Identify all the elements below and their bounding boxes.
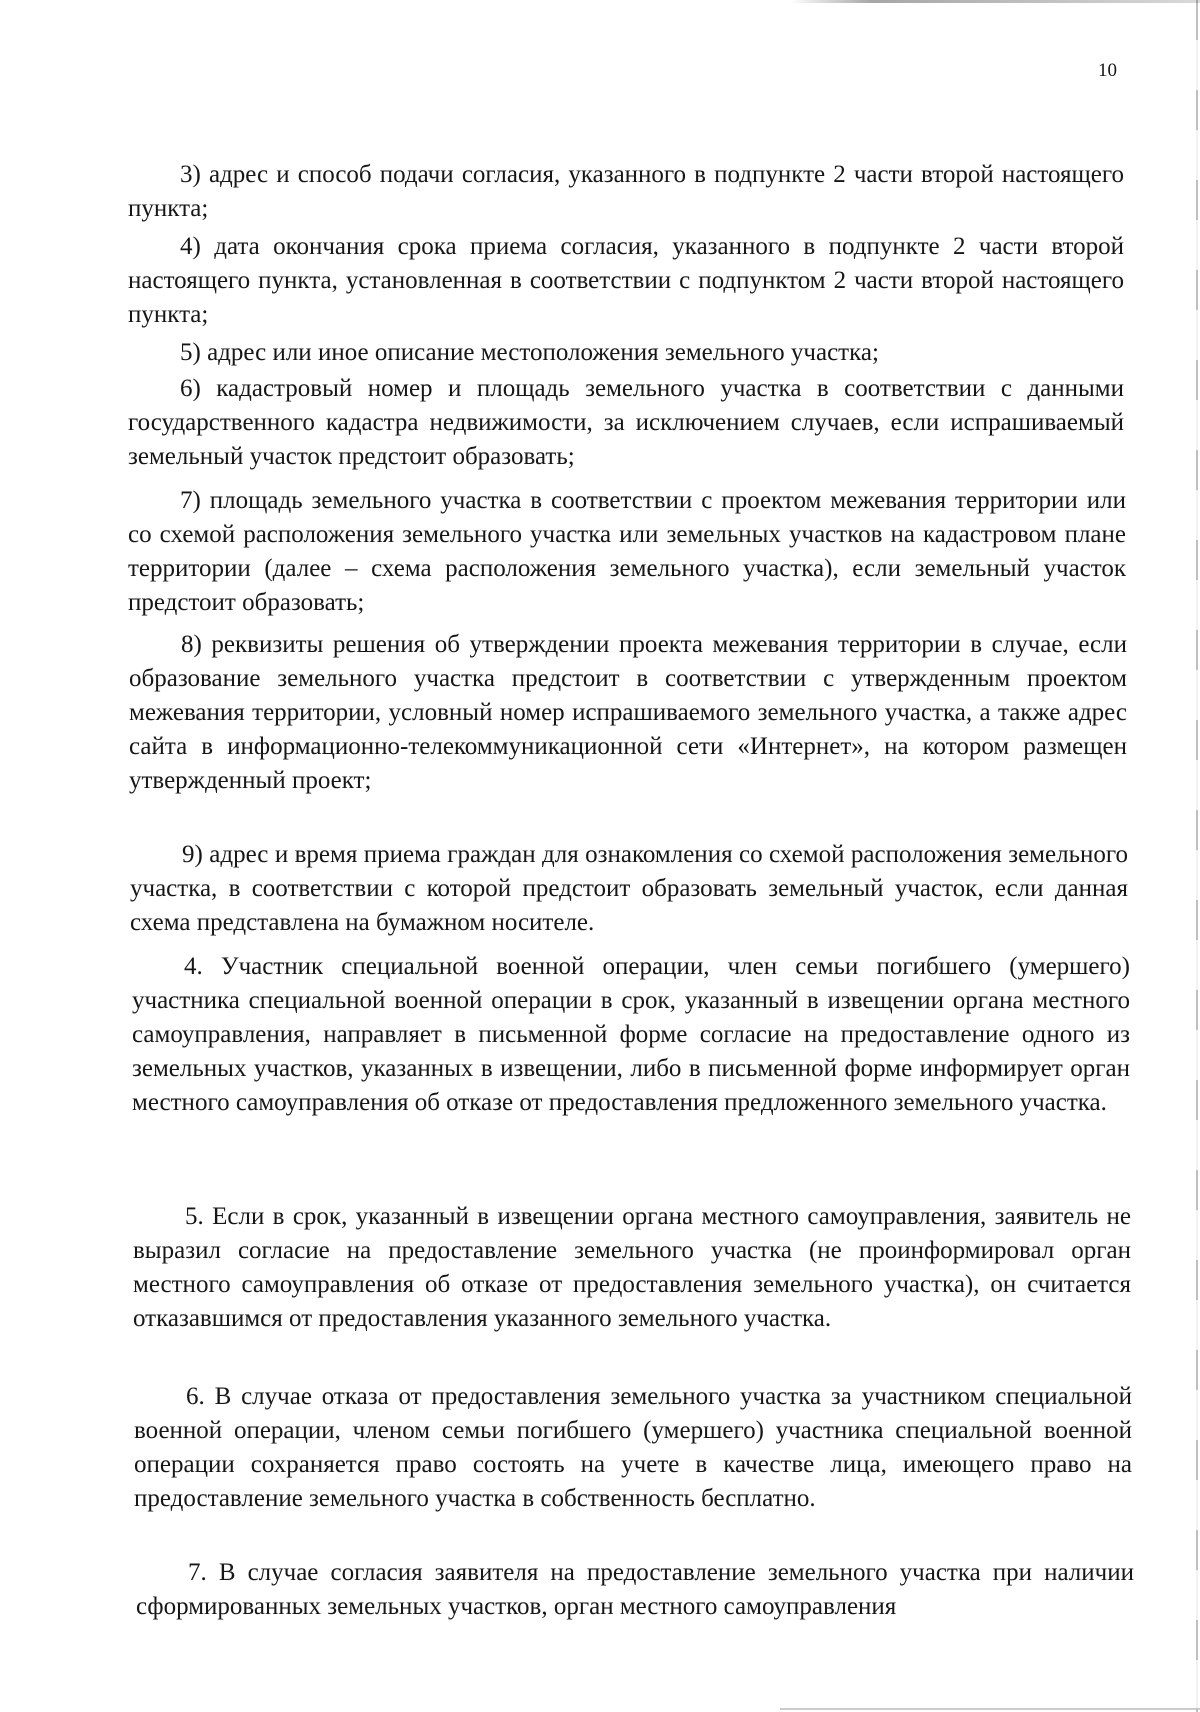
page-number: 10 — [1098, 60, 1117, 81]
paragraph-point-6: 6. В случае отказа от предоставления земельного участка за участником специальной военной операции, членом семьи погибшего (умершего) участника специальной военной операции сохраняется право состоять на учете в качестве лица, имеющего право на предоставление земельного участка в собственность бесплатно. — [134, 1383, 1132, 1512]
paragraph-item-7: 7) площадь земельного участка в соответствии с проектом межевания территории или со схемой расположения земельного участка или земельных участков на кадастровом плане территории (далее – схема расположения земельного участка), если земельный участок предстоит образовать; — [128, 487, 1126, 616]
scan-edge-bottom — [780, 1708, 1200, 1710]
paragraph-item-4: 4) дата окончания срока приема согласия, указанного в подпункте 2 части второй настоящего пункта, установленная в соответствии с подпунктом 2 части второй настоящего пункта; — [128, 233, 1124, 328]
paragraph-item-6: 6) кадастровый номер и площадь земельного участка в соответствии с данными государственного кадастра недвижимости, за исключением случаев, если испрашиваемый земельный участок предстоит образовать; — [128, 375, 1124, 470]
paragraph-point-5: 5. Если в срок, указанный в извещении органа местного самоуправления, заявитель не выразил согласие на предоставление земельного участка (не проинформировал орган местного самоуправления об отказе от предоставления земельного участка), он считается отказавшимся от предоставления указанного земельного участка. — [133, 1203, 1131, 1332]
paragraph-point-4: 4. Участник специальной военной операции, член семьи погибшего (умершего) участника специальной военной операции в срок, указанный в извещении органа местного самоуправления, направляет в письменной форме согласие на предоставление одного из земельных участков, указанных в извещении, либо в письменной форме информирует орган местного самоуправления об отказе от предоставления предложенного земельного участка. — [132, 953, 1130, 1116]
paragraph-item-3: 3) адрес и способ подачи согласия, указанного в подпункте 2 части второй настоящего пункта; — [128, 161, 1124, 222]
paragraph-item-8: 8) реквизиты решения об утверждении проекта межевания территории в случае, если образование земельного участка предстоит в соответствии с утвержденным проектом межевания территории, условный номер испрашиваемого земельного участка, а также адрес сайта в информационно-телекоммуникационной сети «Интернет», на котором размещен утвержденный проект; — [129, 631, 1127, 794]
scan-edge-right — [1196, 0, 1198, 1712]
paragraph-point-7: 7. В случае согласия заявителя на предоставление земельного участка при наличии сформированных земельных участков, орган местного самоуправления — [136, 1559, 1134, 1620]
scan-edge-top — [790, 0, 1200, 3]
paragraph-item-5: 5) адрес или иное описание местоположения земельного участка; — [180, 339, 879, 366]
paragraph-item-9: 9) адрес и время приема граждан для ознакомления со схемой расположения земельного участка, в соответствии с которой предстоит образовать земельный участок, если данная схема представлена на бумажном носителе. — [130, 841, 1128, 936]
